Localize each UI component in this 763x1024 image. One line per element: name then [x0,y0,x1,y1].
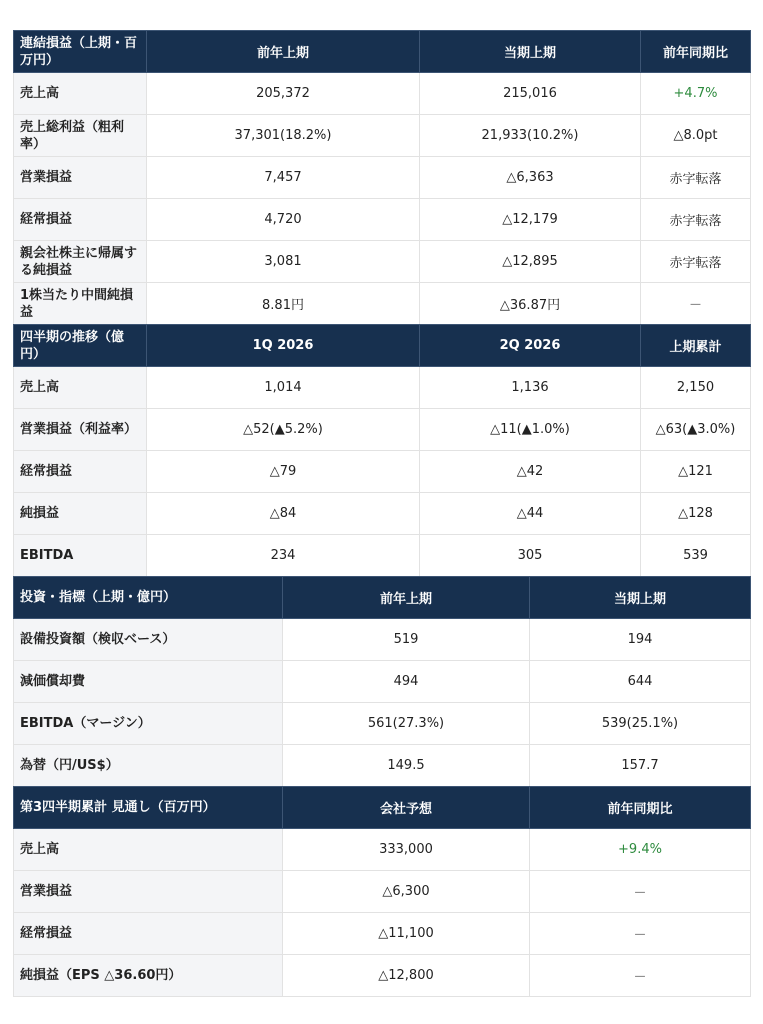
row-label: EBITDA（マージン） [14,703,283,745]
cell-value: △42 [420,451,641,493]
row-label: 経常損益 [14,199,147,241]
table-row [14,955,751,997]
column-header: 前年上期 [283,577,530,619]
cell-value: 赤字転落 [641,199,751,241]
cell-value: △128 [641,493,751,535]
cell-value: 205,372 [147,73,420,115]
row-label: 1株当たり中間純損益 [14,283,147,325]
cell-value: 519 [283,619,530,661]
cell-value: △6,363 [420,157,641,199]
cell-value: △11(▲1.0%) [420,409,641,451]
cell-value: △63(▲3.0%) [641,409,751,451]
cell-value: 215,016 [420,73,641,115]
cell-value: △79 [147,451,420,493]
cell-value: 149.5 [283,745,530,787]
table-title: 投資・指標（上期・億円） [14,577,283,619]
table-row [14,661,751,703]
row-label: 減価償却費 [14,661,283,703]
table-row [14,409,751,451]
table-row [14,115,751,157]
cell-value: △84 [147,493,420,535]
cell-value: － [641,283,751,325]
table-row [14,829,751,871]
cell-value: 21,933(10.2%) [420,115,641,157]
column-header: 前年上期 [147,31,420,73]
investment-metrics-table [13,576,751,787]
table-header-row [14,577,751,619]
cell-value: △36.87円 [420,283,641,325]
table-row [14,913,751,955]
row-label: EBITDA [14,535,147,577]
row-label: 親会社株主に帰属する純損益 [14,241,147,283]
cell-value: △11,100 [283,913,530,955]
cell-value: 539 [641,535,751,577]
table-row [14,241,751,283]
cell-value: 234 [147,535,420,577]
column-header: 上期累計 [641,325,751,367]
table-row [14,367,751,409]
cell-value: △12,895 [420,241,641,283]
cell-value: +4.7% [641,73,751,115]
cell-value: 2,150 [641,367,751,409]
cell-value: 赤字転落 [641,241,751,283]
row-label: 設備投資額（検収ベース） [14,619,283,661]
cell-value: 157.7 [530,745,751,787]
row-label: 純損益（EPS △36.60円） [14,955,283,997]
cell-value: +9.4% [530,829,751,871]
row-label: 売上高 [14,367,147,409]
table-title: 連結損益（上期・百万円） [14,31,147,73]
cell-value: △8.0pt [641,115,751,157]
cell-value: － [530,913,751,955]
cell-value: － [530,955,751,997]
column-header: 当期上期 [530,577,751,619]
table-row [14,871,751,913]
cell-value: △121 [641,451,751,493]
cell-value: 7,457 [147,157,420,199]
cell-value: 37,301(18.2%) [147,115,420,157]
column-header: 当期上期 [420,31,641,73]
cell-value: △12,800 [283,955,530,997]
row-label: 営業損益 [14,157,147,199]
financial-summary [13,30,750,997]
row-label: 為替（円/US$） [14,745,283,787]
cell-value: 305 [420,535,641,577]
table-row [14,451,751,493]
table-row [14,283,751,325]
row-label: 経常損益 [14,913,283,955]
consolidated-pl-table [13,30,751,325]
row-label: 営業損益 [14,871,283,913]
cell-value: 1,136 [420,367,641,409]
table-row [14,703,751,745]
row-label: 営業損益（利益率） [14,409,147,451]
quarterly-trend-table [13,324,751,577]
cell-value: 333,000 [283,829,530,871]
cell-value: 494 [283,661,530,703]
column-header: 会社予想 [283,787,530,829]
cell-value: 1,014 [147,367,420,409]
row-label: 売上総利益（粗利率） [14,115,147,157]
row-label: 売上高 [14,829,283,871]
row-label: 経常損益 [14,451,147,493]
cell-value: △12,179 [420,199,641,241]
table-header-row [14,787,751,829]
row-label: 売上高 [14,73,147,115]
cell-value: 8.81円 [147,283,420,325]
cell-value: △6,300 [283,871,530,913]
cell-value: △44 [420,493,641,535]
table-row [14,493,751,535]
table-header-row [14,31,751,73]
table-row [14,157,751,199]
column-header: 前年同期比 [530,787,751,829]
cell-value: 561(27.3%) [283,703,530,745]
cell-value: － [530,871,751,913]
cell-value: 赤字転落 [641,157,751,199]
cell-value: 539(25.1%) [530,703,751,745]
cell-value: 4,720 [147,199,420,241]
table-title: 第3四半期累計 見通し（百万円） [14,787,283,829]
table-row [14,73,751,115]
cell-value: 3,081 [147,241,420,283]
table-row [14,619,751,661]
column-header: 1Q 2026 [147,325,420,367]
table-header-row [14,325,751,367]
cell-value: △52(▲5.2%) [147,409,420,451]
table-title: 四半期の推移（億円） [14,325,147,367]
cell-value: 194 [530,619,751,661]
column-header: 前年同期比 [641,31,751,73]
column-header: 2Q 2026 [420,325,641,367]
table-row [14,535,751,577]
row-label: 純損益 [14,493,147,535]
table-row [14,745,751,787]
cell-value: 644 [530,661,751,703]
q3-forecast-table [13,786,751,997]
table-row [14,199,751,241]
